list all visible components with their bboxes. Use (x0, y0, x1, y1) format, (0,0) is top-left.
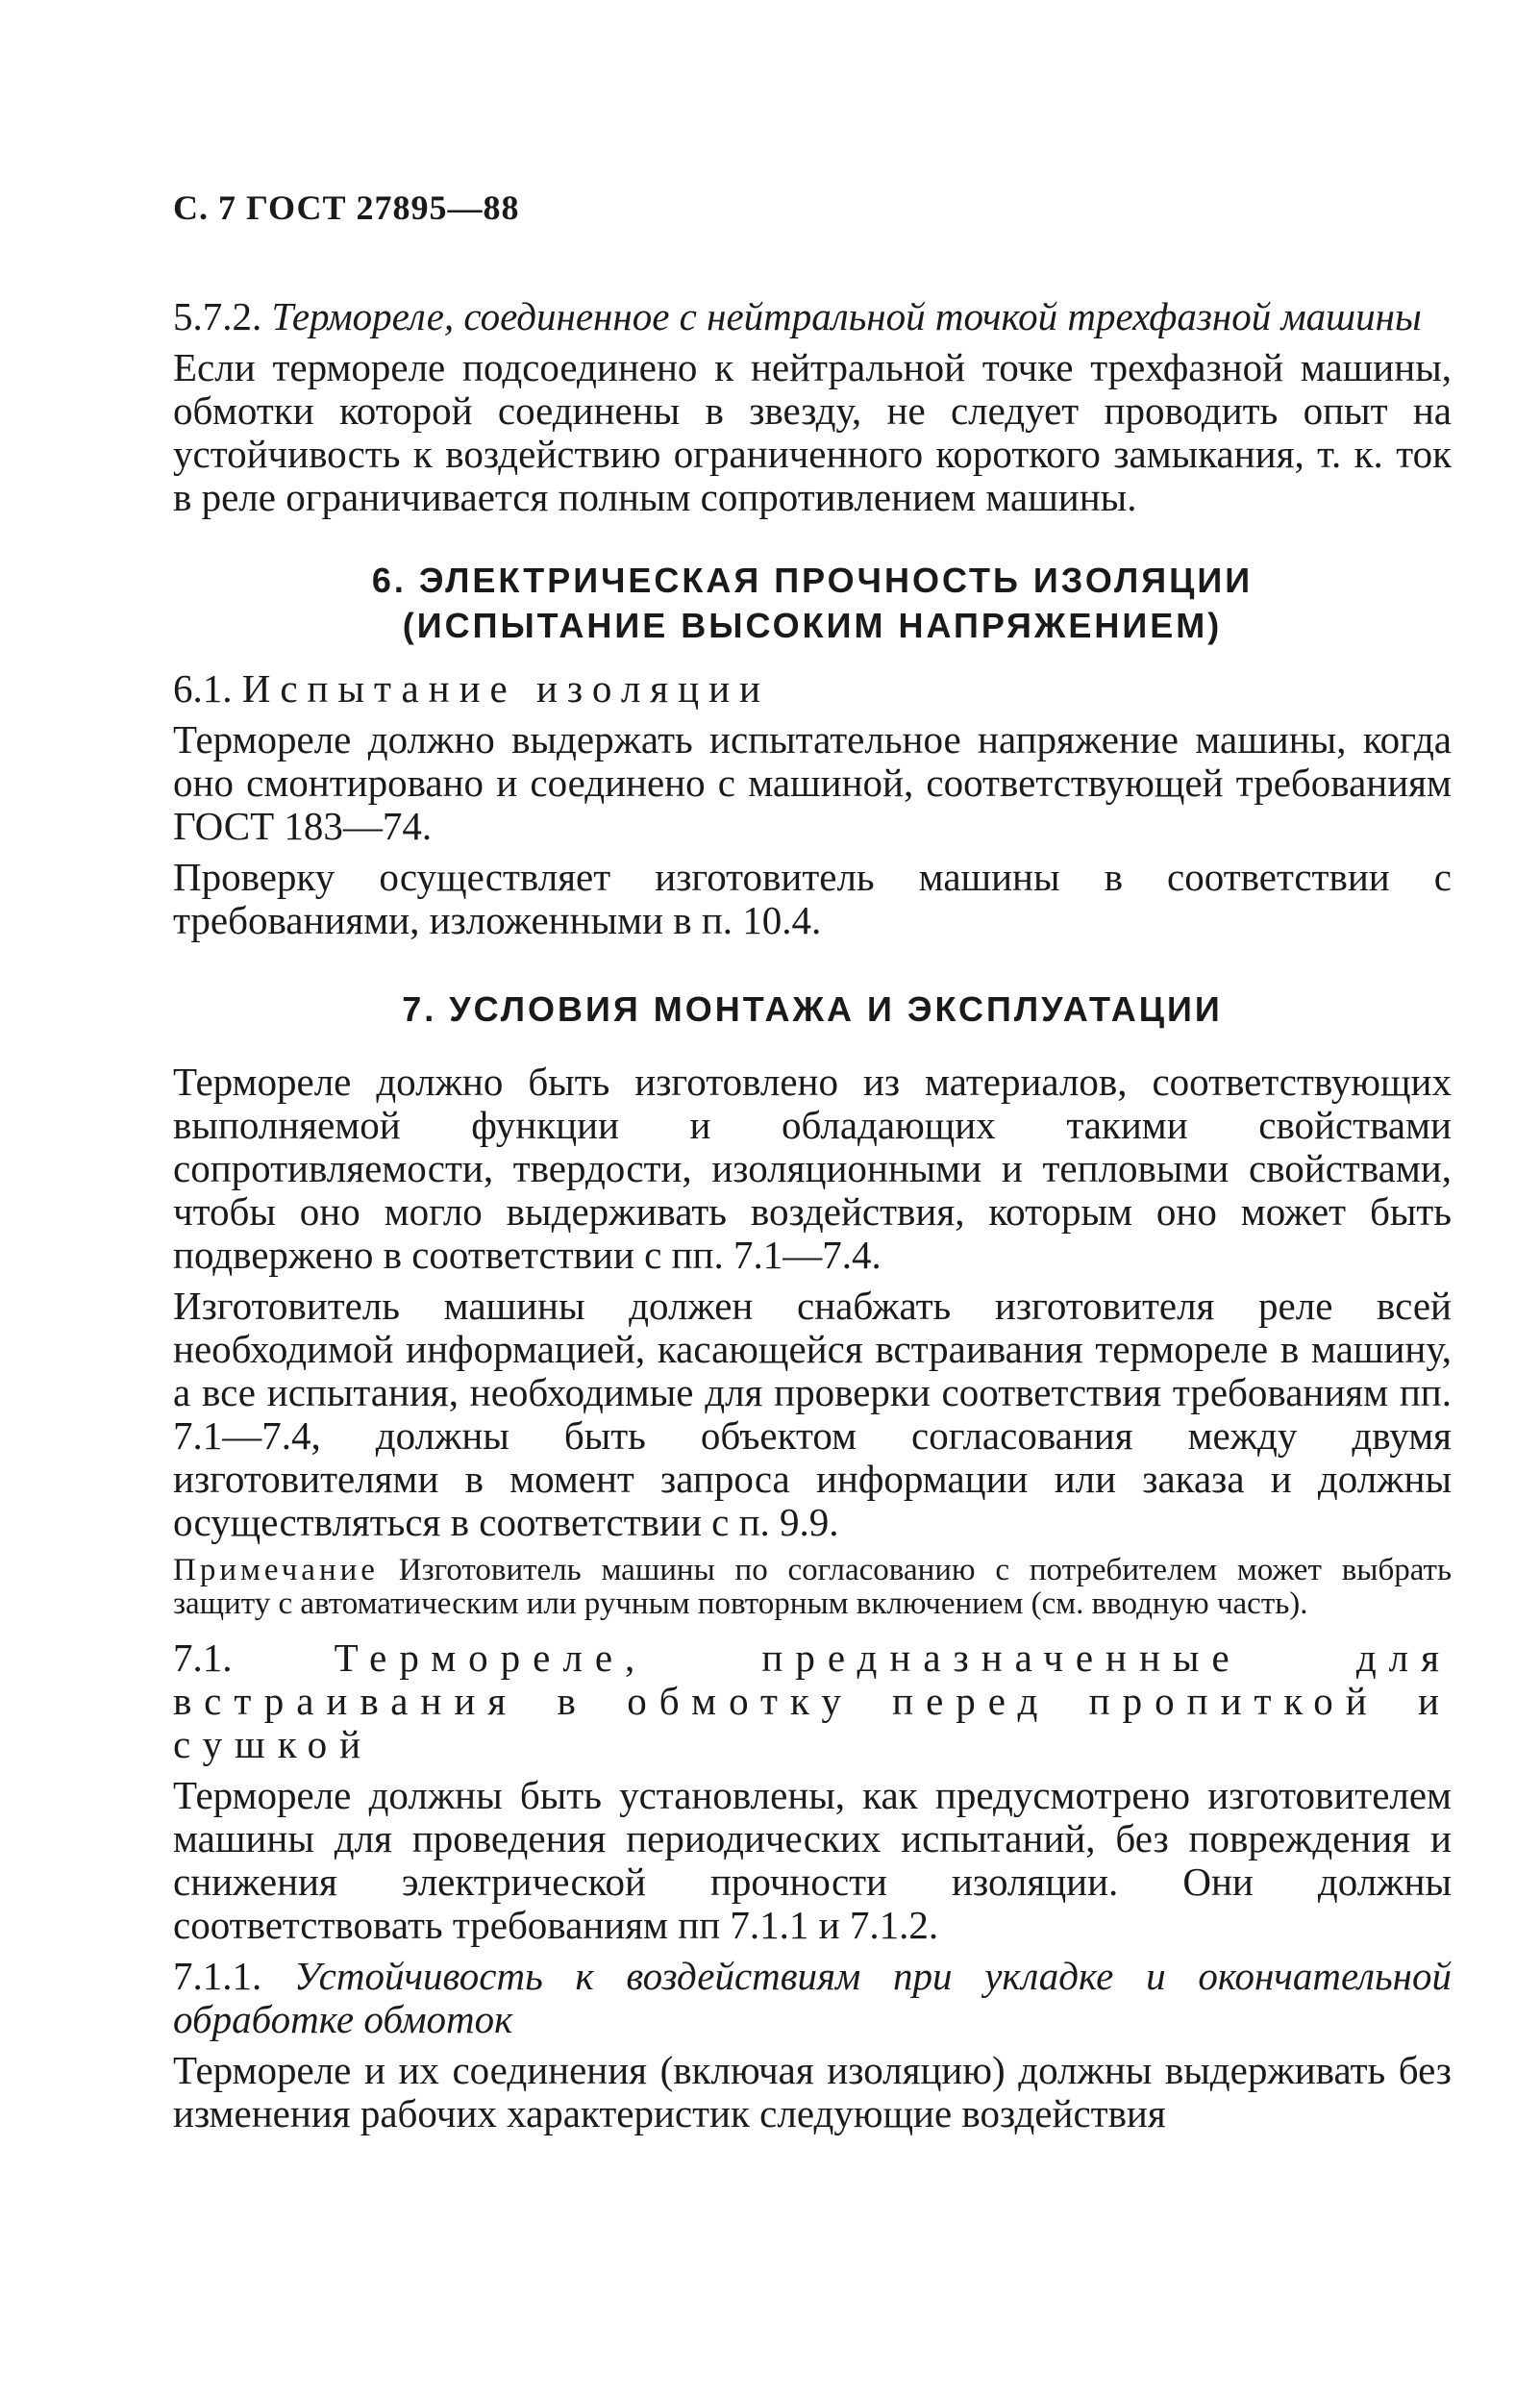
subsection-7-1-1-heading (173, 1955, 1452, 2041)
section-7-heading: 7. УСЛОВИЯ МОНТАЖА И ЭКСПЛУАТАЦИИ (402, 989, 1223, 1029)
note-label: Примечание (173, 1553, 379, 1587)
section-6-paragraph-1: Термореле должно выдержать испытательное напряжение машины, когда оно смонтировано и соединено с машиной, соответствующей требованиям ГОСТ 183—74. (173, 717, 1452, 848)
subsection-7-1-title: Термореле, предназначенные для встраивания в обмотку перед пропиткой и сушкой (173, 1635, 1452, 1766)
subsection-6-1-number: 6.1. (173, 666, 233, 711)
subsection-7-1-number: 7.1. (173, 1635, 233, 1680)
document-page (173, 187, 1452, 2135)
subsection-7-1-1-body: Термореле и их соединения (включая изоляцию) должны выдерживать без изменения рабочих характеристик следующие воздействия (173, 2048, 1452, 2135)
subsection-5-7-2-number: 5.7.2. (173, 294, 262, 338)
section-7-paragraph-1: Термореле должно быть изготовлено из материалов, соответствующих выполняемой функции и обладающих такими свойствами сопротивляемости, твердости, изоляционными и тепловыми свойствами, чтобы оно могло выдерживать воздействия, которым оно может быть подвержено в соответствии с пп. 7.1—7.4. (173, 1060, 1452, 1277)
subsection-5-7-2-heading (173, 295, 1452, 338)
subsection-5-7-2-title: Термореле, соединенное с нейтральной точкой трехфазной машины (271, 294, 1422, 338)
note-text: Изготовитель машины по согласованию с потребителем может выбрать защиту с автоматическим или ручным повторным включением (см. вводную часть). (173, 1553, 1453, 1621)
subsection-7-1-body: Термореле должны быть установлены, как предусмотрено изготовителем машины для проведения периодических испытаний, без повреждения и снижения электрической прочности изоляции. Они должны соответствовать требованиям пп 7.1.1 и 7.1.2. (173, 1773, 1452, 1947)
section-7-note (173, 1554, 1452, 1621)
subsection-6-1-title: Испытание изоляции (241, 666, 770, 711)
subsection-5-7-2-body: Если термореле подсоединено к нейтральной точке трехфазной машины, обмотки которой соединены в звезду, не следует проводить опыт на устойчивость к воздействию ограниченного короткого замыкания, т. к. ток в реле ограничивается полным сопротивлением машины. (173, 345, 1452, 519)
page-header: С. 7 ГОСТ 27895—88 (173, 188, 520, 227)
section-6-heading-line1: 6. ЭЛЕКТРИЧЕСКАЯ ПРОЧНОСТЬ ИЗОЛЯЦИИ (371, 561, 1254, 600)
subsection-7-1-heading (173, 1636, 1452, 1766)
subsection-7-1-1-number: 7.1.1. (173, 1954, 262, 1998)
section-6-paragraph-2: Проверку осуществляет изготовитель машины в соответствии с требованиями, изложенными в п. 10.4. (173, 855, 1452, 942)
subsection-6-1-heading (173, 667, 1452, 711)
section-6-heading (173, 558, 1452, 648)
subsection-7-1-1-title: Устойчивость к воздействиям при укладке и окончательной обработке обмоток (173, 1954, 1452, 2041)
section-7-paragraph-2: Изготовитель машины должен снабжать изготовителя реле всей необходимой информацией, касающейся встраивания термореле в машину, а все испытания, необходимые для проверки соответствия требованиям пп. 7.1—7.4, должны быть объектом согласования между двумя изготовителями в момент запроса информации или заказа и должны осуществляться в соответствии с п. 9.9. (173, 1284, 1452, 1544)
section-6-heading-line2: (ИСПЫТАНИЕ ВЫСОКИМ НАПРЯЖЕНИЕМ) (402, 606, 1223, 645)
